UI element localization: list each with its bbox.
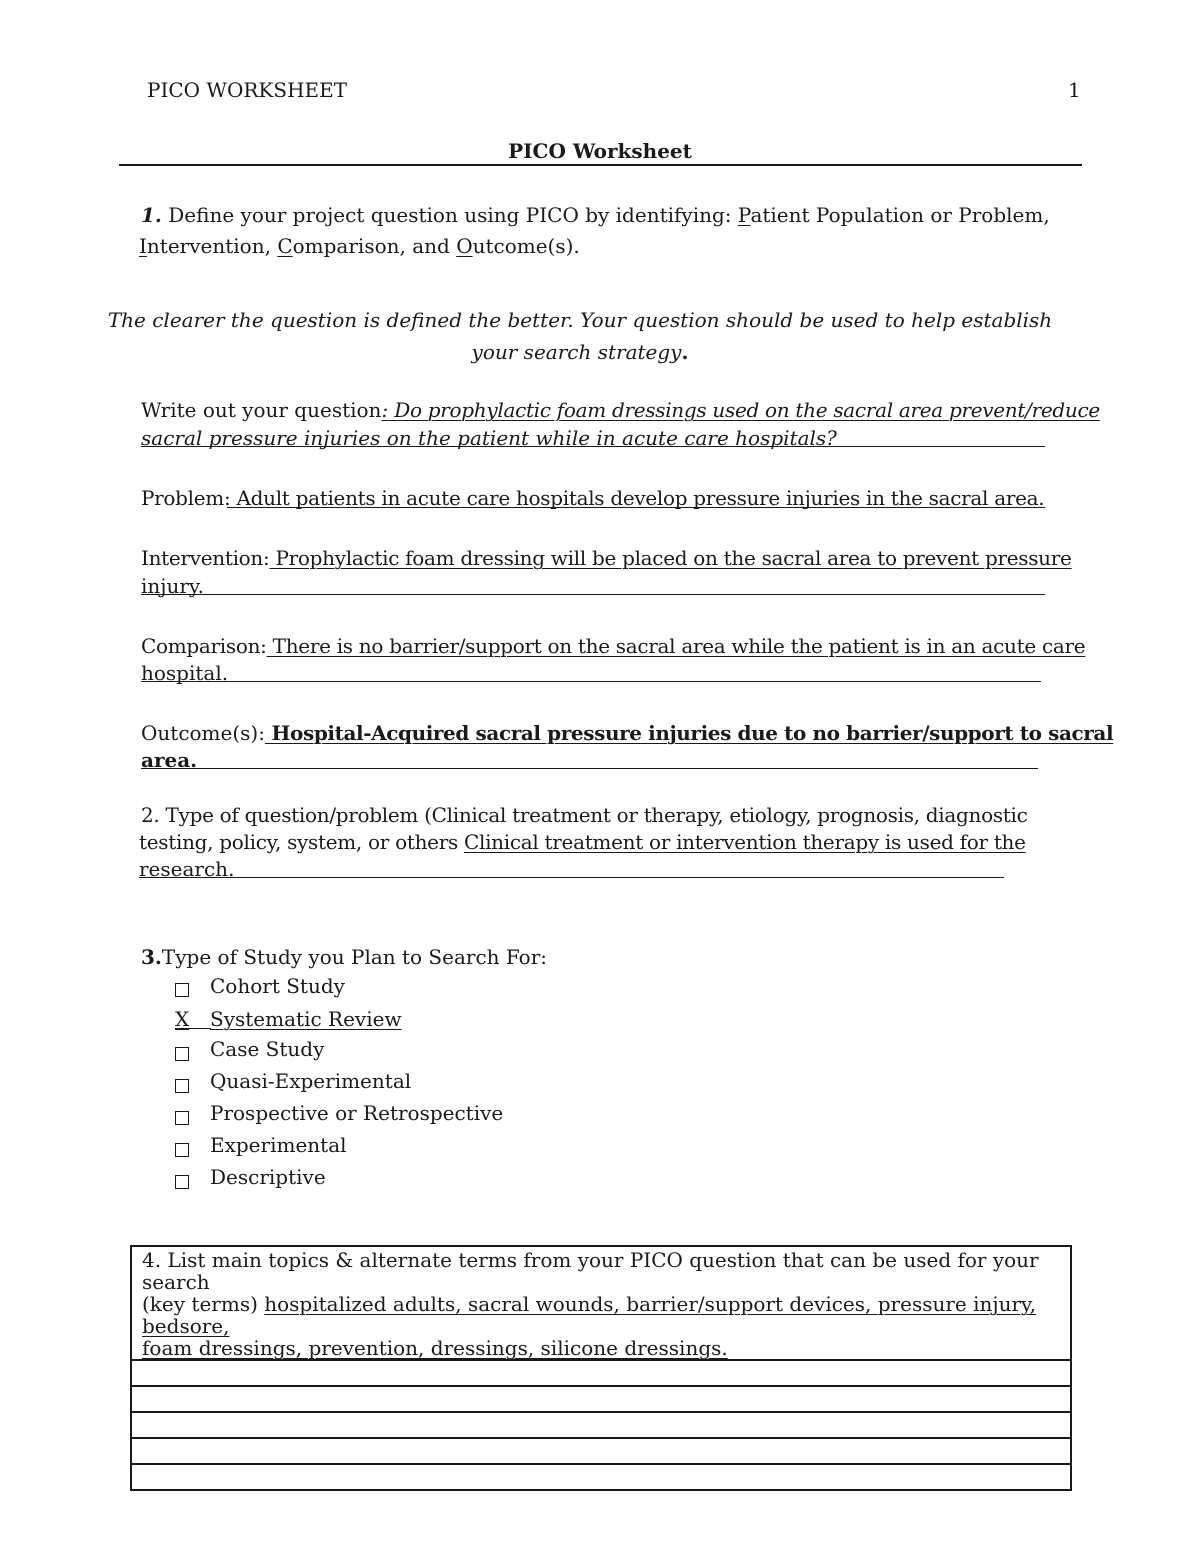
title-divider: [119, 164, 1082, 166]
checked-x-mark[interactable]: X: [175, 1007, 190, 1031]
outcome-line1: [141, 721, 1113, 745]
study-type-label: Cohort Study: [210, 974, 345, 998]
q3-label: Type of Study you Plan to Search For:: [161, 945, 548, 969]
study-type-label: Systematic Review: [210, 1007, 402, 1031]
checkbox-icon[interactable]: [175, 1105, 189, 1129]
q4-plain: (key terms): [142, 1292, 265, 1316]
question-label: Write out your question: [141, 398, 382, 422]
q2-answer-underline: [139, 877, 1004, 878]
comparison-answer-line2: hospital.: [141, 661, 229, 685]
q1-note-text: your search strategy: [471, 340, 682, 364]
question-answer-line1: Do prophylactic foam dressings used on the sacral area prevent/reduce: [388, 398, 1100, 422]
comparison-answer-line1: There is no barrier/support on the sacral area while the patient is in an acute care: [266, 634, 1086, 658]
table-row: [131, 1438, 1071, 1464]
problem-label: Problem:: [141, 486, 231, 510]
outcome-answer-line1: Hospital-Acquired sacral pressure injuries due to no barrier/support to sacral: [264, 721, 1114, 745]
q2-line2: [139, 830, 1026, 854]
checkbox-icon[interactable]: [175, 977, 189, 1001]
q3-number: 3.: [141, 945, 162, 969]
q3-heading: [141, 945, 547, 969]
checkbox-icon[interactable]: [175, 1073, 189, 1097]
key-terms-table: [130, 1245, 1072, 1491]
q1-i-rest: ntervention,: [146, 234, 278, 258]
checkbox-icon[interactable]: [175, 1137, 189, 1161]
q2-answer-line3: research.: [139, 857, 235, 881]
checked-mark-underline: [175, 1028, 211, 1029]
q1-text: Define your project question using PICO by identifying:: [161, 203, 738, 227]
table-row: [131, 1246, 1071, 1360]
q4-line1: 4. List main topics & alternate terms from your PICO question that can be used for your search: [142, 1248, 1039, 1294]
problem-answer-underline: [227, 507, 1045, 508]
intervention-line1: [141, 546, 1072, 570]
outcome-label: Outcome(s):: [141, 721, 265, 745]
q1-note-line1: The clearer the question is defined the better. Your question should be used to help establish: [107, 308, 1053, 332]
q4-answer-line3: foam dressings, prevention, dressings, silicone dressings.: [142, 1336, 728, 1360]
blank-cell[interactable]: [131, 1464, 1071, 1490]
question-answer-line2: sacral pressure injuries on the patient while in acute care hospitals?: [141, 426, 837, 450]
outcome-answer-underline: [141, 768, 1038, 769]
question-answer-underline: [141, 446, 1045, 447]
q2-line1: 2. Type of question/problem (Clinical treatment or therapy, etiology, prognosis, diagnostic: [141, 803, 1028, 827]
outcome-answer-line2: area.: [141, 748, 198, 772]
q1-o-rest: utcome(s).: [472, 234, 580, 258]
key-terms-cell: [131, 1246, 1071, 1360]
q1-c-letter: C: [277, 234, 293, 258]
q1-number: 1.: [141, 203, 162, 227]
q1-o-letter: O: [456, 234, 473, 258]
page-title: PICO Worksheet: [508, 139, 692, 163]
running-head: PICO WORKSHEET: [147, 78, 348, 102]
intervention-answer-line1: Prophylactic foam dressing will be placed on the sacral area to prevent pressure: [269, 546, 1072, 570]
q2-plain: testing, policy, system, or others: [139, 830, 464, 854]
comparison-answer-underline: [141, 681, 1041, 682]
problem-answer: Adult patients in acute care hospitals develop pressure injuries in the sacral area.: [230, 486, 1045, 510]
q4-answer-line2: hospitalized adults, sacral wounds, barrier/support devices, pressure injury, bedsore,: [142, 1292, 1037, 1338]
study-type-label: Experimental: [210, 1133, 347, 1157]
study-type-label: Case Study: [210, 1037, 325, 1061]
q2-answer-line2: Clinical treatment or intervention therapy is used for the: [463, 830, 1026, 854]
blank-cell[interactable]: [131, 1438, 1071, 1464]
question-line1: [141, 398, 1100, 422]
blank-cell[interactable]: [131, 1412, 1071, 1438]
q1-c-rest: omparison, and: [292, 234, 457, 258]
checkbox-icon[interactable]: [175, 1169, 189, 1193]
blank-cell[interactable]: [131, 1360, 1071, 1386]
table-row: [131, 1360, 1071, 1386]
comparison-label: Comparison:: [141, 634, 267, 658]
q1-p-letter: P: [737, 203, 751, 227]
study-type-label: Prospective or Retrospective: [210, 1101, 504, 1125]
intervention-answer-line2: injury.: [141, 574, 204, 598]
q1-line1: [141, 203, 1050, 227]
blank-cell[interactable]: [131, 1386, 1071, 1412]
table-row: [131, 1412, 1071, 1438]
study-type-label: Descriptive: [210, 1165, 326, 1189]
checkbox-icon[interactable]: [175, 1041, 189, 1065]
q1-i-letter: I: [139, 234, 147, 258]
question-colon: :: [381, 398, 389, 422]
study-type-label: Quasi-Experimental: [210, 1069, 412, 1093]
q1-line2: [139, 234, 580, 258]
q1-p-rest: atient Population or Problem,: [750, 203, 1050, 227]
table-row: [131, 1386, 1071, 1412]
intervention-label: Intervention:: [141, 546, 270, 570]
q4-line2: [142, 1293, 1060, 1337]
page-number: 1: [1068, 78, 1081, 102]
intervention-answer-underline: [141, 594, 1045, 595]
comparison-line1: [141, 634, 1085, 658]
q1-note-period: .: [681, 340, 689, 364]
q1-note-line2: [0, 340, 1160, 364]
table-row: [131, 1464, 1071, 1490]
